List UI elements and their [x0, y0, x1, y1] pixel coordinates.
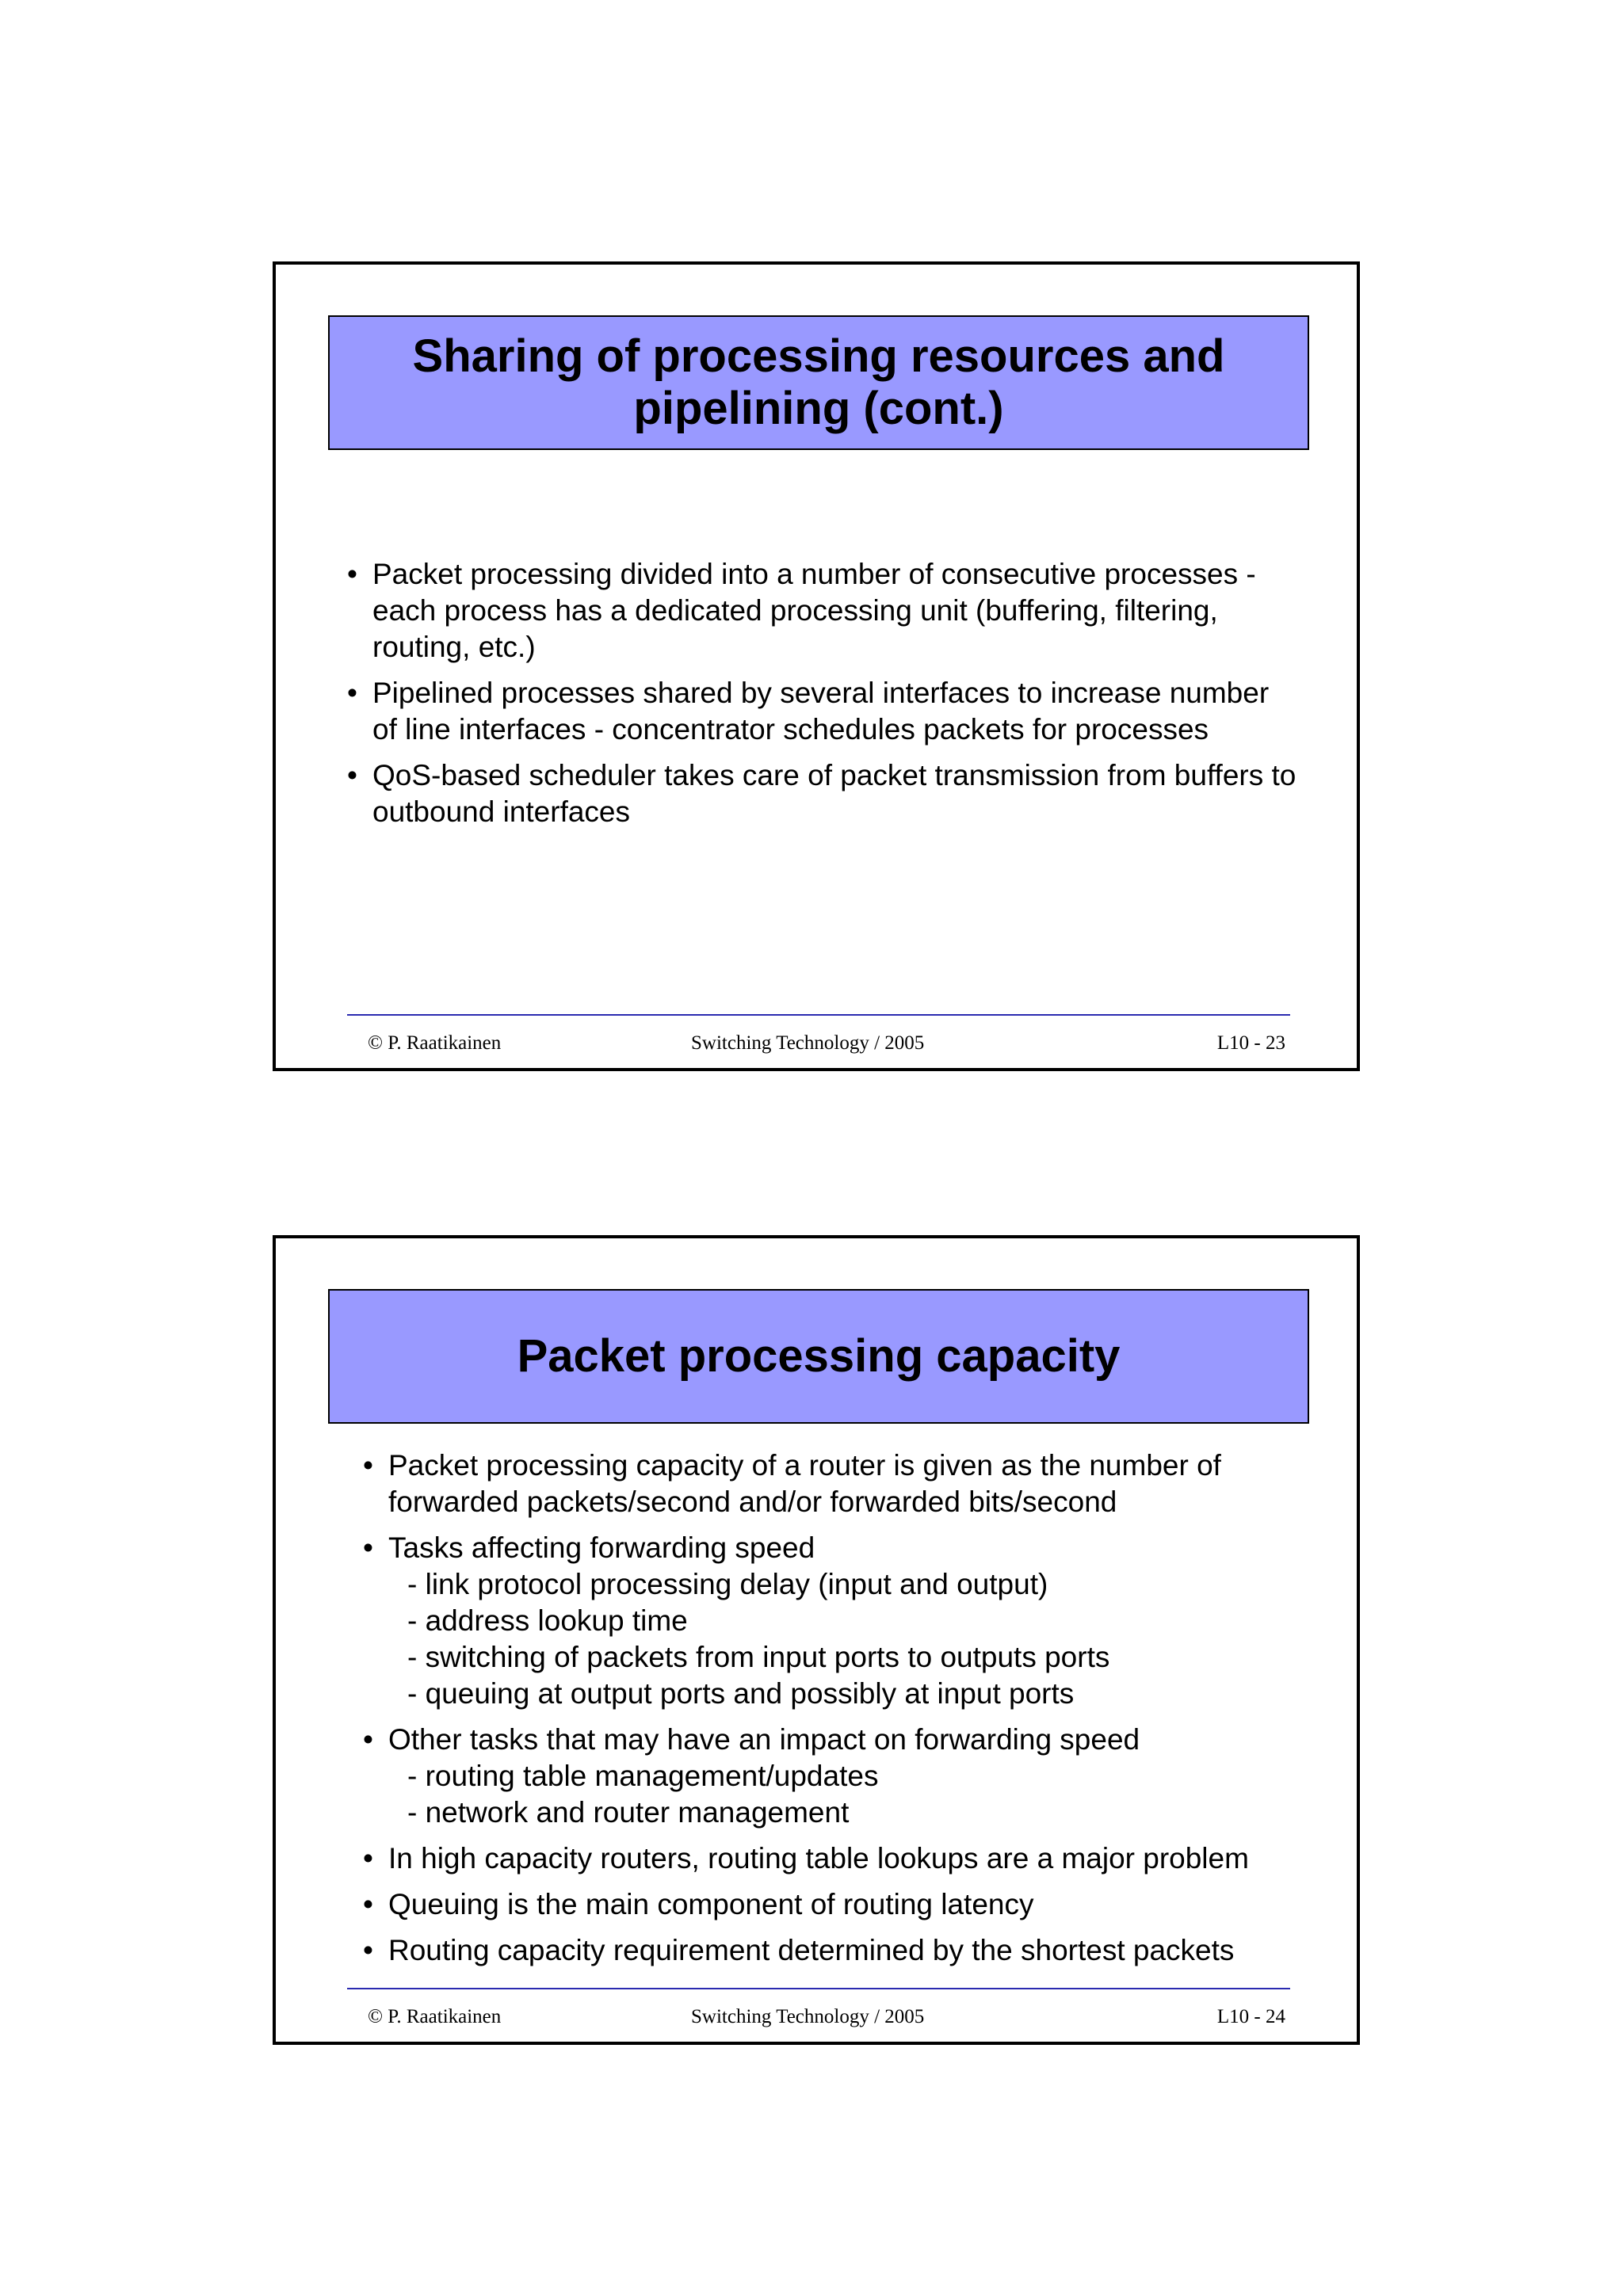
bullet-icon: • [347, 759, 357, 791]
bullet-text: Queuing is the main component of routing latency [388, 1888, 1034, 1920]
bullet-item [276, 757, 1357, 830]
bullet-icon: • [363, 1723, 373, 1756]
bullet-subitem: - address lookup time [388, 1603, 1309, 1639]
footer-page-number: L10 - 23 [1216, 1032, 1285, 1054]
footer-divider [347, 1014, 1290, 1016]
bullet-text: Tasks affecting forwarding speed [388, 1531, 815, 1564]
bullet-item [276, 1722, 1357, 1831]
bullet-icon: • [347, 677, 357, 709]
slide-2 [273, 1235, 1360, 2045]
bullet-subitem: - routing table management/updates [388, 1758, 1309, 1794]
bullet-text: In high capacity routers, routing table lookups are a major problem [388, 1842, 1249, 1875]
bullet-icon: • [363, 1888, 373, 1920]
footer-author: © P. Raatikainen [368, 1032, 502, 1054]
bullet-item [276, 1530, 1357, 1712]
slide-title: Packet processing capacity [517, 1330, 1121, 1382]
bullet-text: Packet processing divided into a number of consecutive processes - each process has a dedicated processing unit (buffering, filtering, routing, etc.) [372, 558, 1256, 663]
footer-course: Switching Technology / 2005 [691, 1032, 925, 1054]
footer-page-number: L10 - 24 [1216, 2006, 1285, 2027]
footer-divider [347, 1988, 1290, 1989]
slide-title-box [328, 315, 1309, 450]
bullet-icon: • [363, 1531, 373, 1564]
bullet-icon: • [363, 1934, 373, 1966]
slide-title-box [328, 1289, 1309, 1424]
slide-title: Sharing of processing resources and pipelining (cont.) [412, 330, 1225, 434]
bullet-text: QoS-based scheduler takes care of packet transmission from buffers to outbound interfaces [372, 759, 1296, 828]
bullet-item [276, 556, 1357, 666]
bullet-text: Pipelined processes shared by several interfaces to increase number of line interfaces - concentrator schedules packets for processes [372, 677, 1270, 746]
bullet-item [276, 1886, 1357, 1923]
slide-1 [273, 261, 1360, 1071]
bullet-item [276, 1447, 1357, 1520]
footer-author: © P. Raatikainen [368, 2006, 502, 2027]
bullet-icon: • [347, 558, 357, 590]
bullet-subitem: - queuing at output ports and possibly at input ports [388, 1676, 1309, 1712]
footer-course: Switching Technology / 2005 [691, 2006, 925, 2027]
bullet-text: Other tasks that may have an impact on forwarding speed [388, 1723, 1140, 1756]
bullet-subitem: - network and router management [388, 1794, 1309, 1831]
bullet-item [276, 675, 1357, 748]
bullet-subitem: - link protocol processing delay (input and output) [388, 1566, 1309, 1603]
bullet-icon: • [363, 1842, 373, 1875]
bullet-text: Packet processing capacity of a router is given as the number of forwarded packets/second and/or forwarded bits/second [388, 1449, 1221, 1518]
bullet-item [276, 1932, 1357, 1969]
bullet-text: Routing capacity requirement determined by the shortest packets [388, 1934, 1235, 1966]
bullet-icon: • [363, 1449, 373, 1482]
bullet-item [276, 1840, 1357, 1877]
bullet-subitem: - switching of packets from input ports to outputs ports [388, 1639, 1309, 1676]
bullet-list [276, 1447, 1357, 1978]
bullet-list [276, 556, 1357, 840]
